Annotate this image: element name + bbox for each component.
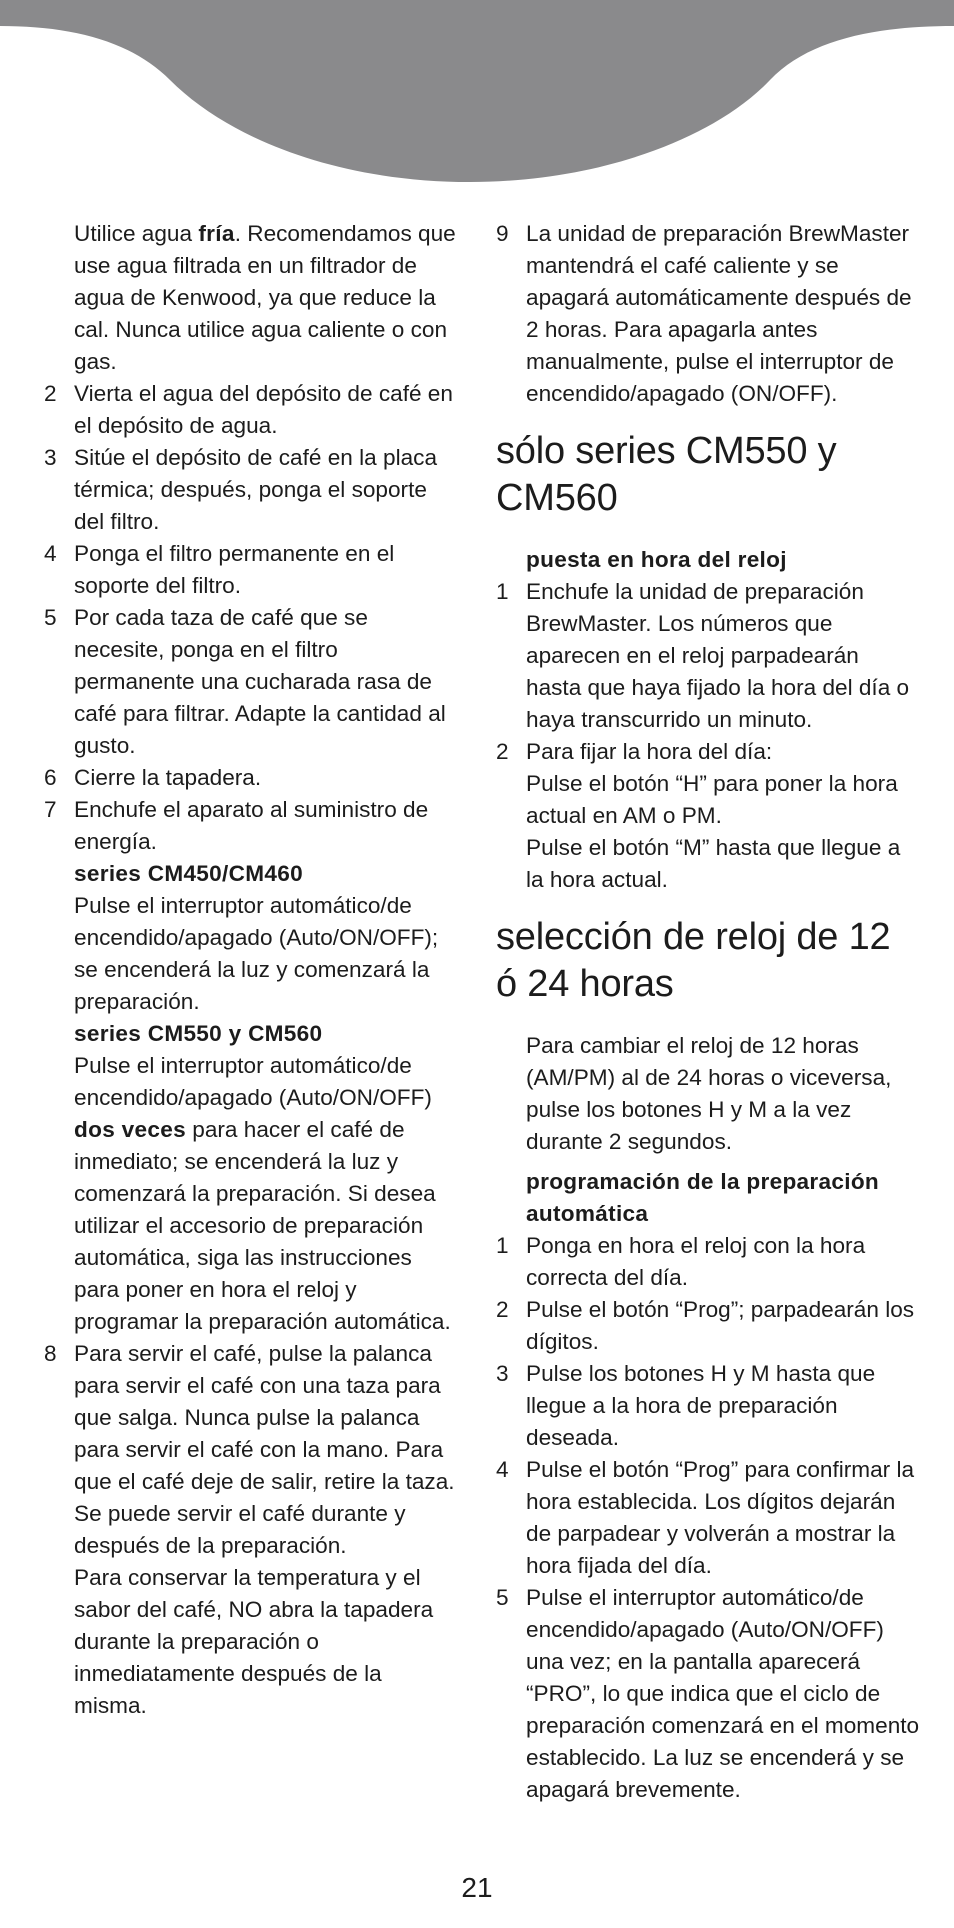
step-item-2 [44, 378, 460, 442]
step-text: Enchufe la unidad de preparación BrewMaster. Los números que aparecen en el reloj parpadearán hasta que haya fijado la hora del día o haya transcurrido un minuto. [526, 579, 910, 732]
step-number: 1 [496, 1233, 509, 1258]
step-text-m-button: Pulse el botón “M” hasta que llegue a la hora actual. [526, 835, 901, 892]
clock-mode-paragraph: Para cambiar el reloj de 12 horas (AM/PM) al de 24 horas o viceversa, pulse los botones H y M a la vez durante 2 segundos. [526, 1033, 892, 1154]
header-wave-shape [0, 0, 954, 182]
step-text: Pulse el interruptor automático/de encendido/apagado (Auto/ON/OFF) una vez; en la pantalla aparecerá “PRO”, lo que indica que el ciclo de preparación comenzará en el momento establecido. La luz se encenderá y se apagará brevemente. [526, 1585, 920, 1802]
step-item-9 [496, 218, 920, 410]
step-number: 8 [44, 1341, 57, 1366]
step-text: Ponga en hora el reloj con la hora correcta del día. [526, 1233, 866, 1290]
step-number: 5 [44, 605, 57, 630]
step-number: 2 [496, 1297, 509, 1322]
program-step-1 [496, 1230, 920, 1294]
program-step-3 [496, 1358, 920, 1454]
series-cm550-text [74, 1050, 460, 1338]
header-wave-band [0, 0, 954, 190]
series-cm450-text: Pulse el interruptor automático/de encendido/apagado (Auto/ON/OFF); se encenderá la luz y comenzará la preparación. [74, 893, 439, 1014]
step-item-8 [44, 1338, 460, 1722]
step-text: Para servir el café, pulse la palanca para servir el café con una taza para que salga. Nunca pulse la palanca para servir el café con la mano. Para que el café deje de salir, retire la taza. Se puede servir el café durante y después de la preparación. [74, 1341, 455, 1558]
step-number: 7 [44, 797, 57, 822]
step-number: 4 [496, 1457, 509, 1482]
step-text: Por cada taza de café que se necesite, ponga en el filtro permanente una cucharada rasa de café para filtrar. Adapte la cantidad al gusto. [74, 605, 446, 758]
program-step-4 [496, 1454, 920, 1582]
intro-paragraph [44, 218, 460, 378]
intro-text-2: . Recomendamos que use agua filtrada en un filtrador de agua de Kenwood, ya que reduce la cal. Nunca utilice agua caliente o con gas. [74, 221, 456, 374]
step-number: 5 [496, 1585, 509, 1610]
step-item-6 [44, 762, 460, 794]
subheading-auto-brew: programación de la preparación automática [526, 1169, 880, 1226]
intro-text-1: Utilice agua [74, 221, 199, 246]
step-item-5 [44, 602, 460, 762]
step-text: Pulse los botones H y M hasta que llegue a la hora de preparación deseada. [526, 1361, 876, 1450]
series-cm550-text-c: para hacer el café de inmediato; se encenderá la luz y comenzará la preparación. Si desea utilizar el accesorio de preparación automática, siga las instrucciones para poner en hora el reloj y programar la preparación automática. [74, 1117, 451, 1334]
step-item-4 [44, 538, 460, 602]
step-number: 4 [44, 541, 57, 566]
step-number: 2 [496, 739, 509, 764]
page-number: 21 [461, 1872, 493, 1903]
series-cm550-text-a: Pulse el interruptor automático/de encendido/apagado (Auto/ON/OFF) [74, 1053, 432, 1110]
right-column [496, 218, 920, 1806]
program-step-2 [496, 1294, 920, 1358]
section-title-cm550: sólo series CM550 y CM560 [496, 430, 837, 519]
step-text: Pulse el botón “Prog” para confirmar la hora establecida. Los dígitos dejarán de parpadear y volverán a mostrar la hora fijada del día. [526, 1457, 915, 1578]
step-number: 3 [496, 1361, 509, 1386]
intro-bold-fria: fría [198, 221, 235, 246]
step-item-3 [44, 442, 460, 538]
step-number: 6 [44, 765, 57, 790]
step-number: 9 [496, 221, 509, 246]
step-text: Sitúe el depósito de café en la placa térmica; después, ponga el soporte del filtro. [74, 445, 438, 534]
step-text-continued: Para conservar la temperatura y el sabor del café, NO abra la tapadera durante la preparación o inmediatamente después de la misma. [74, 1565, 434, 1718]
step-text: Cierre la tapadera. [74, 765, 262, 790]
step-text: La unidad de preparación BrewMaster mantendrá el café caliente y se apagará automáticamente después de 2 horas. Para apagarla antes manualmente, pulse el interruptor de encendido/apagado (ON/OFF). [526, 221, 912, 406]
step-item-7 [44, 794, 460, 1338]
step-text: Vierta el agua del depósito de café en el depósito de agua. [74, 381, 453, 438]
step-number: 1 [496, 579, 509, 604]
step-text-h-button: Pulse el botón “H” para poner la hora actual en AM o PM. [526, 771, 898, 828]
step-text: Enchufe el aparato al suministro de energía. [74, 797, 429, 854]
series-cm550-bold-dos-veces: dos veces [74, 1117, 186, 1142]
series-cm450-heading: series CM450/CM460 [74, 861, 303, 886]
clock-step-2 [496, 736, 920, 896]
section-title-12-24: selección de reloj de 12 ó 24 horas [496, 916, 891, 1005]
series-cm550-heading: series CM550 y CM560 [74, 1021, 323, 1046]
clock-step-1 [496, 576, 920, 736]
step-number: 3 [44, 445, 57, 470]
step-number: 2 [44, 381, 57, 406]
step-text: Para fijar la hora del día: [526, 739, 773, 764]
step-text: Ponga el filtro permanente en el soporte del filtro. [74, 541, 395, 598]
program-step-5 [496, 1582, 920, 1806]
subheading-clock-setting: puesta en hora del reloj [526, 547, 787, 572]
step-text: Pulse el botón “Prog”; parpadearán los dígitos. [526, 1297, 915, 1354]
left-column [44, 218, 460, 1722]
